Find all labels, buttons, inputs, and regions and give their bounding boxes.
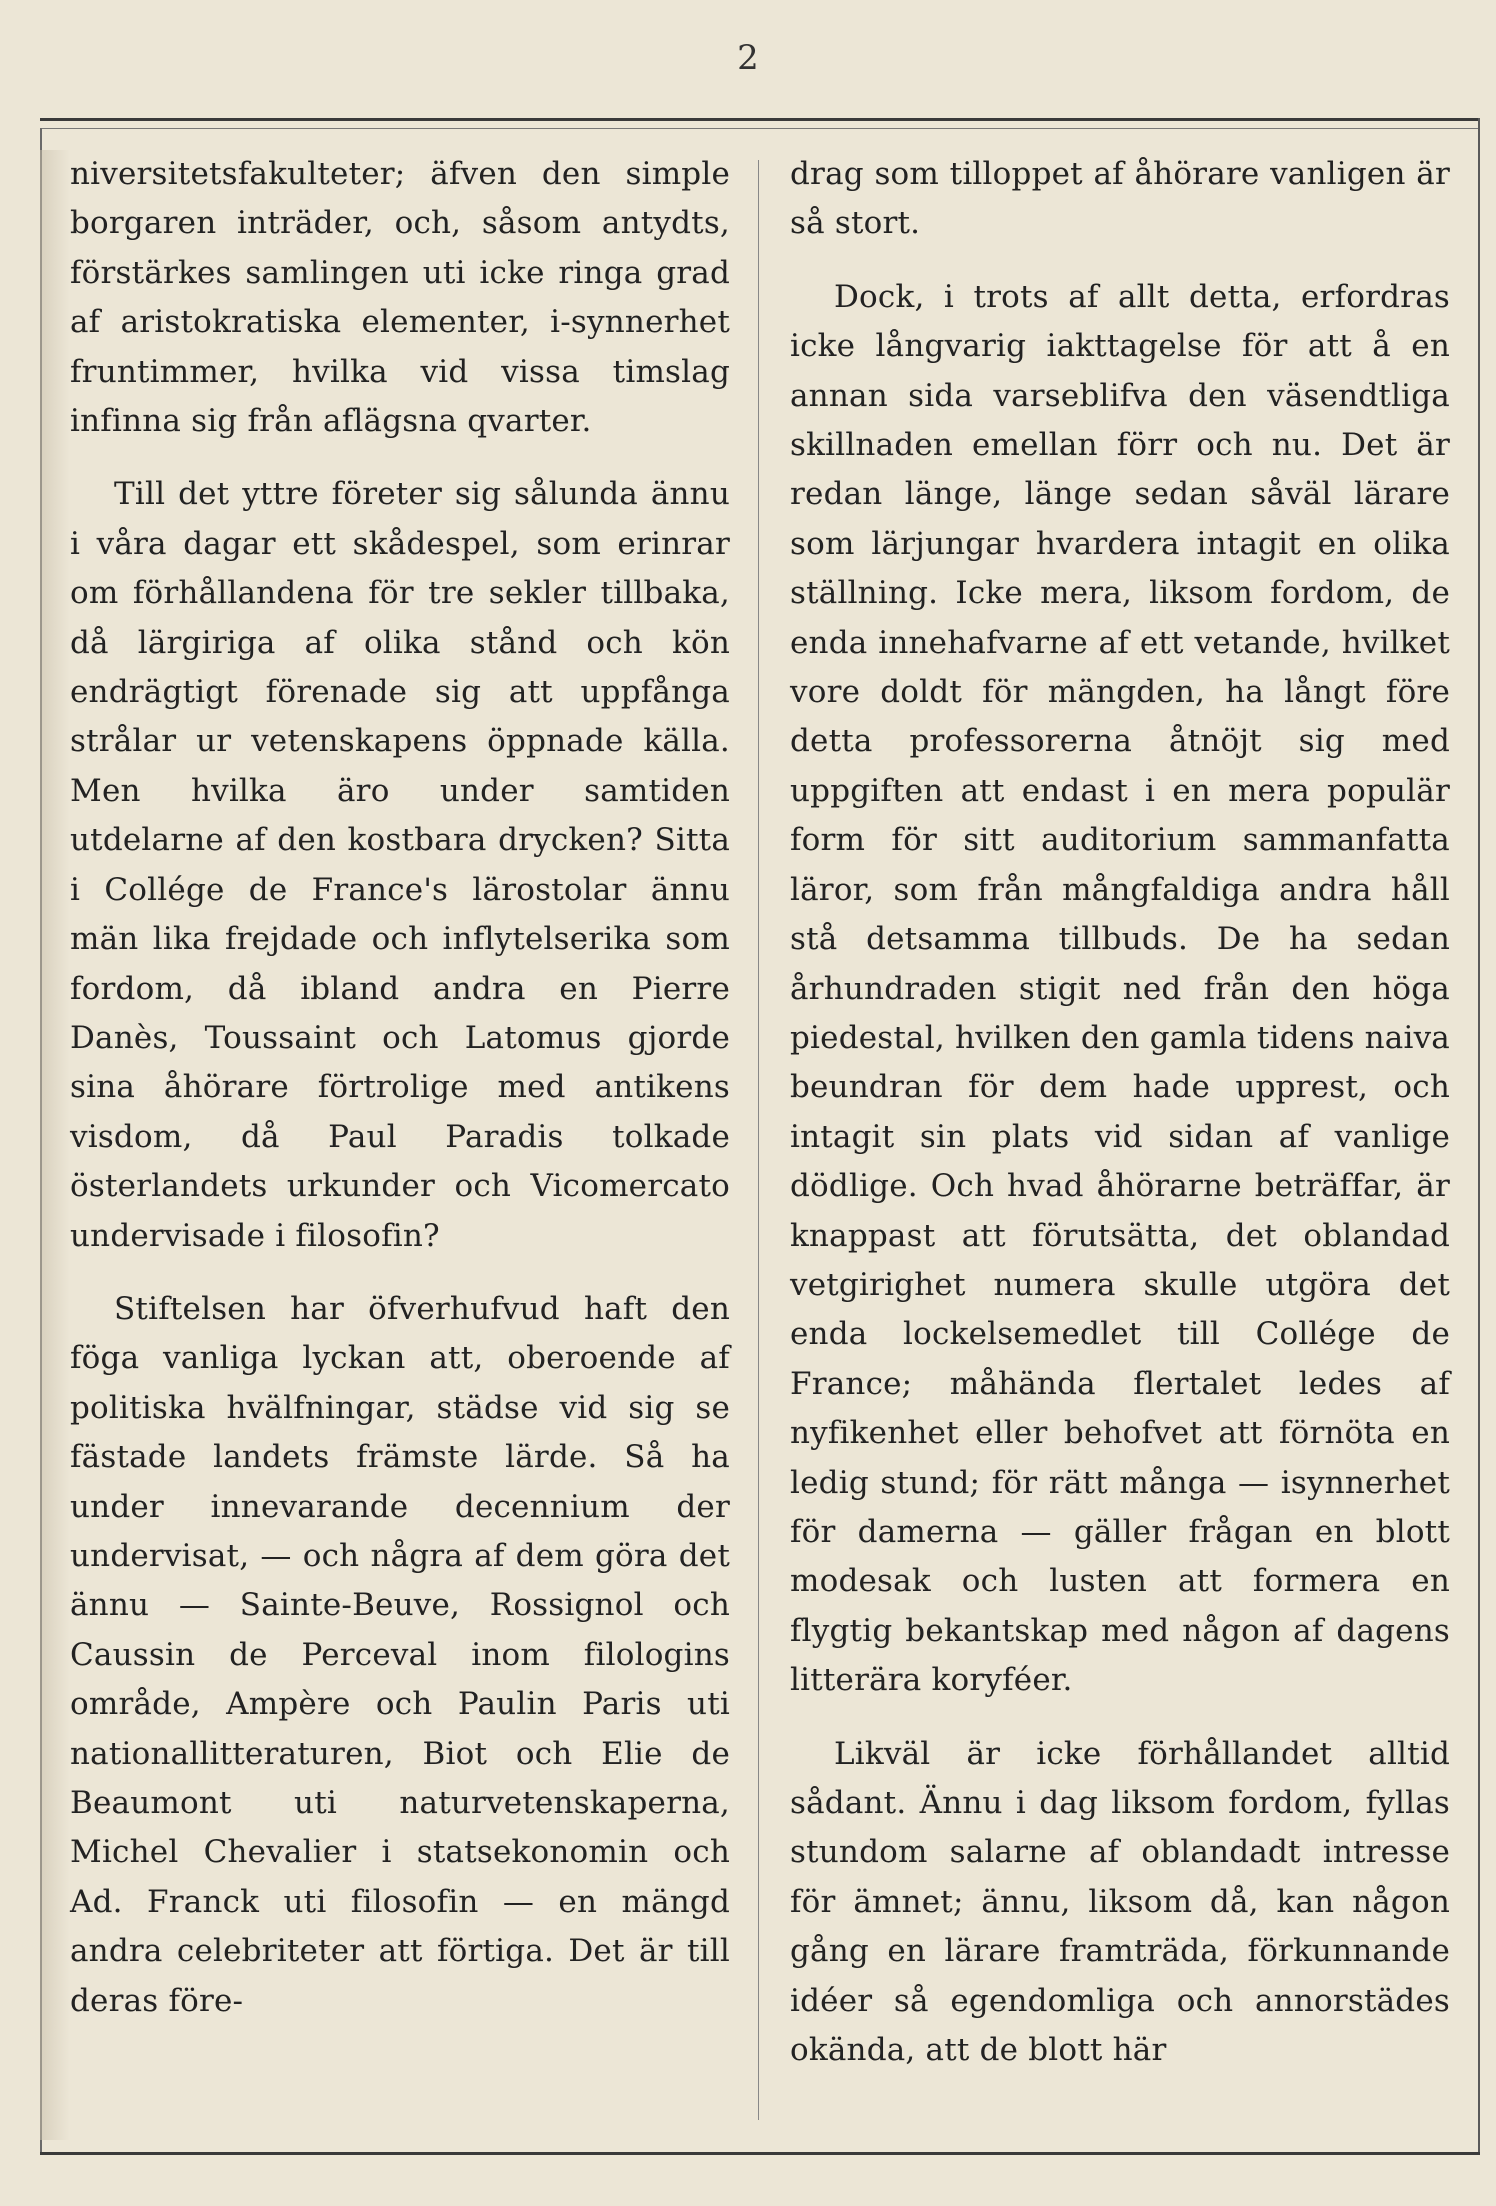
page-number: 2 [737,38,759,78]
paragraph: drag som tilloppet af åhörare vanligen är så stort. [790,156,1450,242]
top-rule [40,118,1480,121]
right-border [1478,118,1480,2152]
paragraph: Likväl är icke förhållandet alltid sådant. Ännu i dag liksom fordom, fyllas stundom salarne af oblandadt intresse för ämnet; ännu, liksom då, kan någon gång en lärare framträda, förkunnande idéer så egendomliga och annorstädes okända, att de blott här [790,1735,1450,2069]
paragraph: Dock, i trots af allt detta, erfordras icke långvarig iakttagelse för att å en annan sida varseblifva den väsendtliga skillnaden emellan förr och nu. Det är redan länge, länge sedan såväl lärare som lärjungar hvardera intagit en olika ställning. Icke mera, liksom fordom, de enda innehafvarne af ett vetande, hvilket vore doldt för mängden, ha långt före detta professorerna åtnöjt sig med uppgiften att endast i en mera populär form för sitt auditorium sammanfatta läror, som från mångfaldiga andra håll stå detsamma tillbuds. De ha sedan århundraden stigit ned från den höga piedestal, hvilken den gamla tidens naiva beundran för dem hade upprest, och intagit sin plats vid sidan af vanlige dödlige. Och hvad åhörarne beträffar, är knappast att förutsätta, det oblandad vetgirighet numera skulle utgöra det enda lockelsemedlet till Collége de France; måhända flertalet ledes af nyfikenhet eller behofvet att förnöta en ledig stund; för rätt många — isynnerhet för damerna — gäller frågan en blott modesak och lusten att formera en flygtig bekantskap med någon af dagens litterära koryféer. [790,278,1450,1699]
column-divider [758,160,759,2120]
left-column [70,150,730,2026]
paragraph: niversitetsfakulteter; äfven den simple borgaren inträder, och, såsom antydts, förstärkes samlingen uti icke ringa grad af aristokratiska elementer, i-synnerhet fruntimmer, hvilka vid vissa timslag infinna sig från aflägsna qvarter. [70,156,730,440]
top-rule-thin [40,128,1480,129]
right-column [790,150,1450,2075]
binding-shadow [40,150,70,2140]
paragraph: Stiftelsen har öfverhufvud haft den föga vanliga lyckan att, oberoende af politiska hvälfningar, städse vid sig se fästade landets främste lärde. Så ha under innevarande decennium der undervisat, — och några af dem göra det ännu — Sainte-Beuve, Rossignol och Caussin de Perceval inom filologins område, Ampère och Paulin Paris uti nationallitteraturen, Biot och Elie de Beaumont uti naturvetenskaperna, Michel Chevalier i statsekonomin och Ad. Franck uti filosofin — en mängd andra celebriteter att förtiga. Det är till deras före- [70,1290,730,2019]
paragraph: Till det yttre företer sig sålunda ännu i våra dagar ett skådespel, som erinrar om förhållandena för tre sekler tillbaka, då lärgiriga af olika stånd och kön endrägtigt förenade sig att uppfånga strålar ur vetenskapens öppnade källa. Men hvilka äro under samtiden utdelarne af den kostbara drycken? Sitta i Collége de France's lärostolar ännu män lika frejdade och inflytelserika som fordom, då ibland andra en Pierre Danès, Toussaint och Latomus gjorde sina åhörare förtrolige med antikens visdom, då Paul Paradis tolkade österlandets urkunder och Vicomercato undervisade i filosofin? [70,476,730,1254]
bottom-rule [40,2152,1480,2155]
